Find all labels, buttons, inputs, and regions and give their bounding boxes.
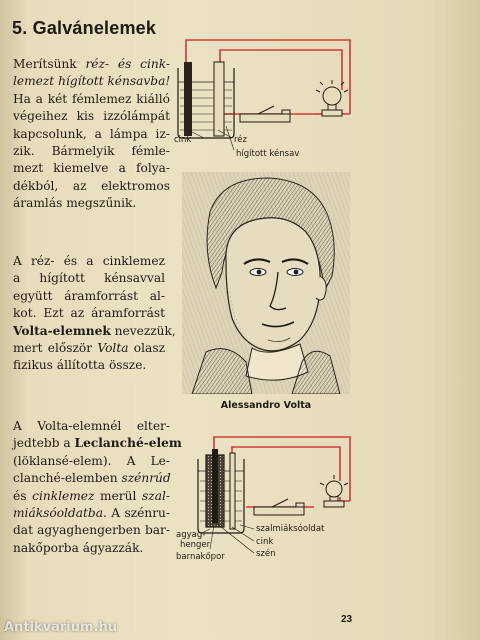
emphasis-text: Volta <box>97 341 129 356</box>
text-span: mert először <box>13 341 98 356</box>
text-line <box>13 56 170 73</box>
paragraph-volta-element <box>13 253 176 375</box>
portrait-caption: Alessandro Volta <box>220 400 312 411</box>
text-line: zik. Bármelyik fémle- <box>13 144 170 159</box>
zinc-plate <box>230 453 235 529</box>
text-span: . A szénru- <box>102 506 170 521</box>
text-line <box>13 488 170 505</box>
text-line <box>13 435 182 452</box>
text-line: együtt áramforrást al- <box>13 288 165 303</box>
text-line <box>13 323 176 340</box>
text-line: nakőporba ágyazzák. <box>13 540 144 555</box>
paragraph-leclanche-element <box>13 418 182 557</box>
section-title: 5. Galvánelemek <box>12 18 157 38</box>
emphasis-text: szénrúd <box>121 471 171 486</box>
text-span: jedtebb a <box>13 436 75 451</box>
text-line <box>13 505 170 522</box>
text-line: A Volta-elemnél elter- <box>13 419 170 433</box>
bold-term: Volta-elemnek <box>13 323 111 338</box>
text-line: dékból, az elektromos <box>13 178 170 193</box>
emphasis-text: lemezt hígított kénsavba! <box>13 74 171 89</box>
label-kensav: hígított kénsav <box>236 149 300 159</box>
text-span: Merítsünk <box>13 57 86 71</box>
text-line <box>13 340 165 357</box>
label-cink: cink <box>256 537 274 547</box>
zinc-plate <box>184 62 192 136</box>
text-line: (löklansé-elem). A Le- <box>13 453 170 468</box>
label-szalmiak: szalmiáksóoldat <box>256 524 325 534</box>
text-line <box>13 73 170 90</box>
label-cink: cink <box>174 135 192 145</box>
text-line: áramlás megszűnik. <box>13 196 137 211</box>
text-span: nevezzük, <box>110 323 176 338</box>
emphasis-text: szal- <box>142 488 171 503</box>
leclanche-cell-diagram <box>174 425 364 575</box>
label-barnako: barnakőpor <box>176 552 225 562</box>
label-szen: szén <box>256 549 276 559</box>
label-rez: réz <box>234 135 247 145</box>
emphasis-text: cinklemez <box>32 488 95 503</box>
watermark-text: Antikvarium.hu <box>4 620 117 635</box>
text-span: merül <box>94 488 143 503</box>
text-line: kapcsolunk, a lámpa iz- <box>13 126 170 141</box>
text-span: olasz <box>128 341 165 356</box>
switch <box>254 499 304 515</box>
copper-plate <box>214 62 224 136</box>
paragraph-volta-experiment <box>13 56 170 213</box>
text-span: clanché-elemben <box>13 471 122 486</box>
text-line: Ha a két fémlemez kiálló <box>13 91 170 106</box>
switch <box>240 106 290 122</box>
text-line: fizikus állította össze. <box>13 358 147 373</box>
bold-term: Leclanché-elem <box>74 436 182 451</box>
lamp <box>320 475 348 507</box>
emphasis-text: réz- és cink- <box>85 57 170 71</box>
page-number: 23 <box>341 614 353 625</box>
text-line <box>13 470 170 487</box>
text-span: és <box>13 488 33 503</box>
volta-portrait-image <box>182 172 350 394</box>
text-line: a hígított kénsavval <box>13 271 165 286</box>
volta-cell-diagram <box>174 30 364 170</box>
text-line: kot. Ezt az áramforrást <box>13 306 165 321</box>
label-henger: henger <box>180 540 211 550</box>
emphasis-text: miáksóoldatba <box>13 506 103 521</box>
label-agyag: agyag- <box>176 530 206 540</box>
text-line: végeihez kis izzólámpát <box>13 109 170 124</box>
carbon-rod <box>212 449 218 523</box>
text-line: dat agyaghengerben bar- <box>13 523 170 538</box>
circuit-wire <box>186 40 350 114</box>
text-line: A réz- és a cinklemez <box>13 254 165 268</box>
text-line: mezt kiemelve a folya- <box>13 161 170 176</box>
lamp <box>316 80 348 116</box>
